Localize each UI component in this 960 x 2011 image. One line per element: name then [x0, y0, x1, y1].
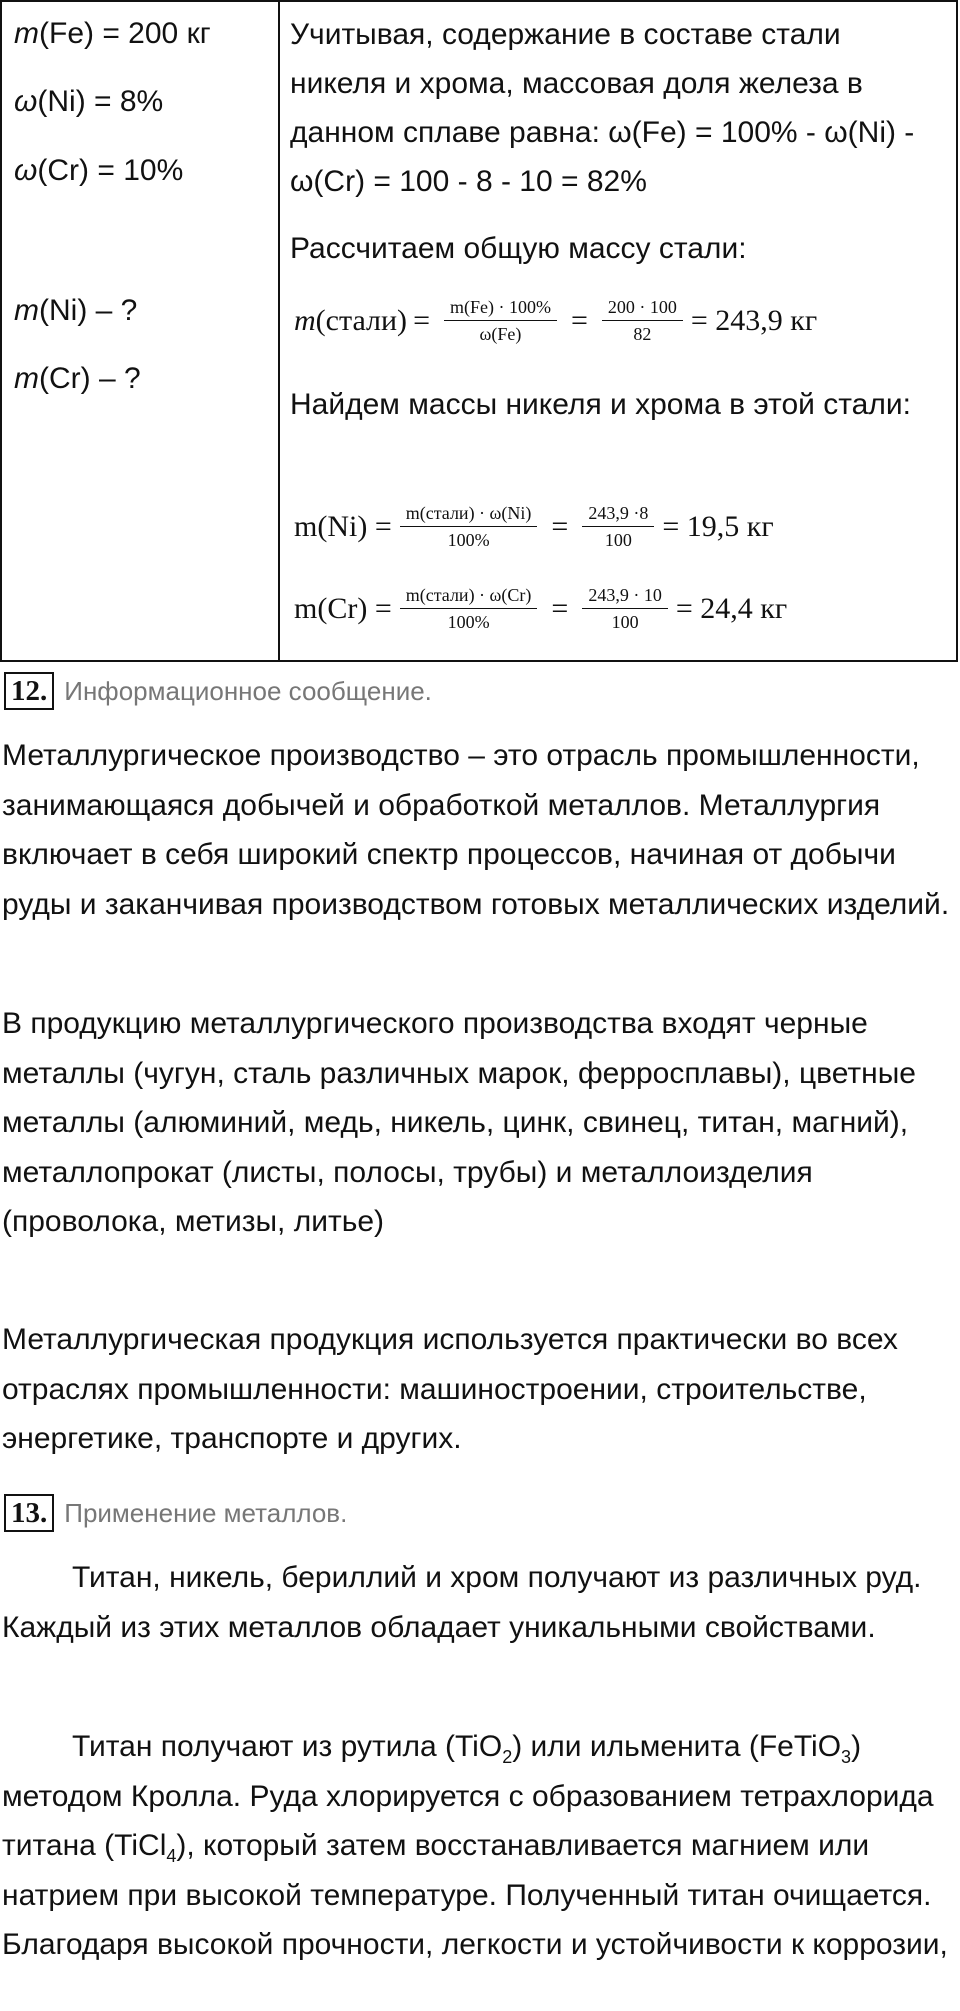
task-13-header	[4, 1494, 347, 1532]
task-13-number: 13.	[4, 1494, 54, 1532]
task-12-title: Информационное сообщение.	[64, 675, 432, 706]
given-fraction-cr: ω(Cr) = 10%	[14, 154, 184, 187]
find-mass-ni: m(Ni) – ?	[14, 294, 138, 327]
task-12-header	[4, 672, 432, 710]
solution-step-masses: Найдем массы никеля и хрома в этой стали:	[290, 388, 911, 421]
formula-cr-mass: m(Cr) = $\frac{\text{m(стали) · ω(Cr)}}{100\%}$ = $\frac{243,9 \cdot 10}{100}$ = 24,4 кг	[294, 582, 787, 635]
task-13-paragraph-2: Титан получают из рутила (TiO$_2$) или ильменита (FeTiO$_3$) методом Кролла. Руда хлорируется с образованием тетрахлорида титана (TiCl$_4$), который затем восстанавливается магнием или натрием при высокой температуре. Полученный титан очищается. Благодаря высокой прочности, легкости и устойчивости к коррозии,	[2, 1730, 948, 1961]
solution-table	[0, 0, 958, 662]
task-12-paragraph-1: Металлургическое производство – это отрасль промышленности, занимающаяся добычей и обработкой металлов. Металлургия включает в себя широкий спектр процессов, начиная от добычи руды и заканчивая производством готовых металлических изделий.	[2, 739, 950, 921]
formula-ni-mass: m(Ni) = $\frac{\text{m(стали) · ω(Ni)}}{100\%}$ = $\frac{243,9 \cdot 8}{100}$ = 19,5 кг	[294, 500, 774, 553]
given-fraction-ni: ω(Ni) = 8%	[14, 85, 164, 118]
solution-column	[280, 2, 956, 660]
given-mass-fe: m(Fe) = 200 кг	[14, 17, 211, 50]
find-mass-cr: m(Cr) – ?	[14, 362, 141, 395]
task-12-paragraph-2: В продукцию металлургического производства входят черные металлы (чугун, сталь различных марок, ферросплавы), цветные металлы (алюминий, медь, никель, цинк, свинец, титан, магний), металлопрокат (листы, полосы, трубы) и металлоизделия (проволока, метизы, литье)	[2, 1007, 916, 1238]
task-13-title: Применение металлов.	[64, 1497, 348, 1528]
solution-step-total: Рассчитаем общую массу стали:	[290, 232, 747, 265]
given-column	[2, 2, 280, 660]
task-12-paragraph-3: Металлургическая продукция используется практически во всех отраслях промышленности: машиностроении, строительстве, энергетике, транспорте и других.	[2, 1323, 898, 1455]
task-12-number: 12.	[4, 672, 54, 710]
task-13-paragraph-1: Титан, никель, бериллий и хром получают из различных руд. Каждый из этих металлов обладает уникальными свойствами.	[2, 1561, 922, 1644]
solution-intro: Учитывая, содержание в составе стали никеля и хрома, массовая доля железа в данном сплаве равна: ω(Fe) = 100% - ω(Ni) - ω(Cr) = 100 - 8 - 10 = 82%	[290, 18, 915, 198]
formula-steel-mass: m (стали) = $\frac{m(Fe) \cdot 100\%}{\omega(Fe)}$ = $\frac{200 \cdot 100}{82}$ = 243,9 кг	[294, 294, 817, 347]
